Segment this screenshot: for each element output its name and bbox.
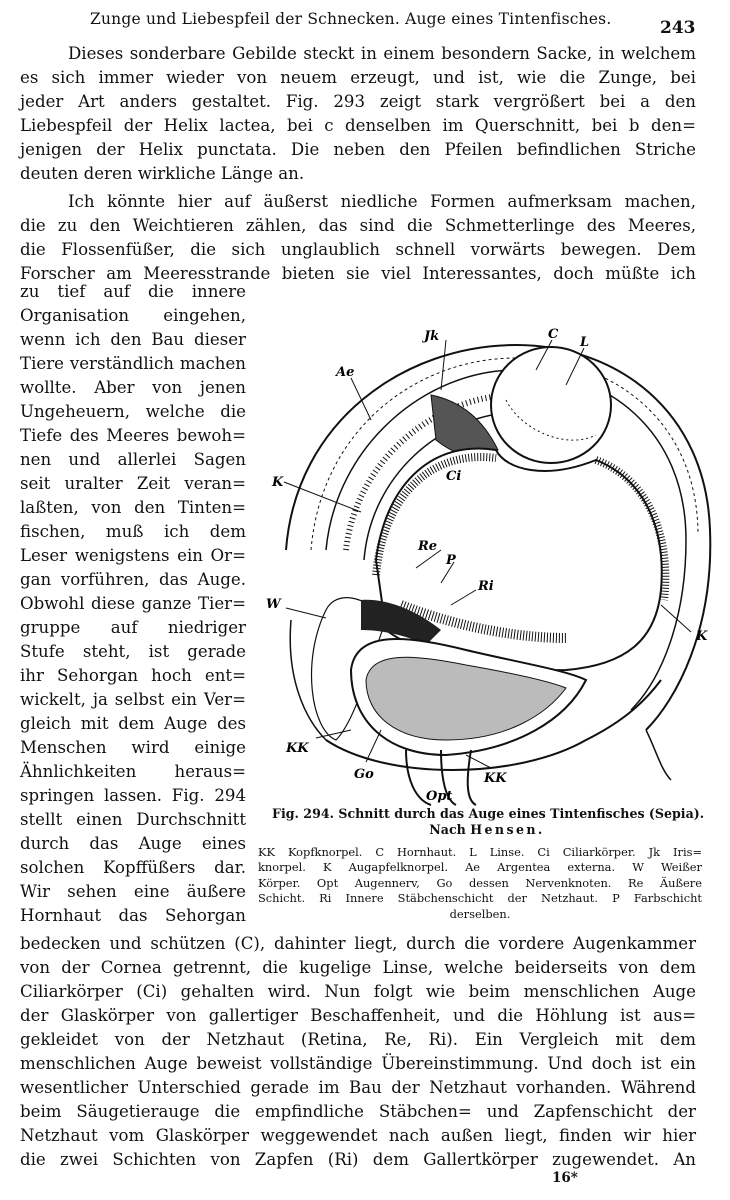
text-line: jenigen der Helix punctata. Die neben den Pfeilen befindlichen Striche [20,140,696,159]
text-line: gleich mit dem Auge des [20,714,246,733]
text-line: seit uralter Zeit veran= [20,474,246,493]
text-line: solchen Kopffüßers dar. [20,858,246,877]
label-kk-left: KK [286,741,309,756]
text-line: Liebespfeil der Helix lactea, bei c denselben im Querschnitt, bei b den= [20,116,696,135]
label-re: Re [418,539,438,554]
label-opt: Opt [426,789,453,804]
text-column [20,280,248,928]
label-w: W [266,597,281,612]
text-line: Netzhaut vom Glaskörper weggewendet nach außen liegt, finden wir hier [20,1126,696,1145]
text-line: gruppe auf niedriger [20,618,246,637]
text-line: es sich immer wieder von neuem erzeugt, und ist, wie die Zunge, bei [20,68,696,87]
label-k-left: K [272,475,284,490]
text-line: zu tief auf die innere [20,282,246,301]
text-line: deuten deren wirkliche Länge an. [20,164,305,183]
label-c: C [548,327,559,342]
caption-source-prefix: Nach [429,822,466,837]
text-line: Ähnlichkeiten heraus= [20,762,246,781]
caption-title: Schnitt durch das Auge eines Tintenfisches (Sepia). [338,806,705,821]
label-p: P [446,553,456,568]
text-line: springen lassen. Fig. 294 [20,786,246,805]
label-jk: Jk [424,329,440,344]
caption-author: Hensen. [470,822,545,837]
text-line: beim Säugetierauge die empfindliche Stäbchen= und Zapfenschicht der [20,1102,696,1121]
text-line: Ich könnte hier auf äußerst niedliche Formen aufmerksam machen, [68,192,696,211]
text-line: Obwohl diese ganze Tier= [20,594,246,613]
text-line: Stufe steht, ist gerade [20,642,246,661]
label-ci: Ci [446,469,462,484]
text-line: bedecken und schützen (C), dahinter liegt, durch die vordere Augenkammer [20,934,696,953]
label-l: L [580,335,590,350]
text-line: Ciliarkörper (Ci) gehalten wird. Nun folgt wie beim menschlichen Auge [20,982,696,1001]
text-line: wesentlicher Unterschied gerade im Bau der Netzhaut vorhanden. Während [20,1078,696,1097]
caption-fig-number: Fig. 294. [272,806,334,821]
legend-line: knorpel. K Augapfelknorpel. Ae Argentea externa. W Weißer [258,860,702,875]
text-line: menschlichen Auge beweist vollständige Übereinstimmung. Und doch ist ein [20,1054,696,1073]
label-go: Go [354,767,374,782]
running-head: Zunge und Liebespfeil der Schnecken. Auge eines Tintenfisches. [90,10,612,28]
page-number: 243 [660,18,696,38]
text-line: die zwei Schichten von Zapfen (Ri) dem Gallertkörper zugewendet. An [20,1150,696,1169]
text-line: nen und allerlei Sagen [20,450,246,469]
sepia-eye-illustration [266,300,722,810]
legend-line: KK Kopfknorpel. C Hornhaut. L Linse. Ci Ciliarkörper. Jk Iris= [258,845,702,859]
text-line: der Glaskörper von gallertiger Beschaffenheit, und die Höhlung ist aus= [20,1006,696,1025]
text-line: Leser wenigstens ein Or= [20,546,246,565]
text-line: durch das Auge eines [20,834,246,853]
text-line: die Flossenfüßer, die sich unglaublich schnell vorwärts bewegen. Dem [20,240,696,259]
figure-legend [258,845,702,922]
text-line: Forscher am Meeresstrande bieten sie viel Interessantes, doch müßte ich [20,264,696,283]
text-line: Tiefe des Meeres bewoh= [20,426,246,445]
text-line: von der Cornea getrennt, die kugelige Linse, welche beiderseits von dem [20,958,696,977]
label-kk-right: KK [484,771,507,786]
text-line: gekleidet von der Netzhaut (Retina, Re, Ri). Ein Vergleich mit dem [20,1030,696,1049]
text-line: laßten, von den Tinten= [20,498,246,517]
figure-caption [272,806,705,838]
sheet-signature: 16* [552,1170,578,1186]
text-line: stellt einen Durchschnitt [20,810,246,829]
text-line: Ungeheuern, welche die [20,402,246,421]
text-line: jeder Art anders gestaltet. Fig. 293 zeigt stark vergrößert bei a den [20,92,696,111]
text-line: Wir sehen eine äußere [20,882,246,901]
text-line: Menschen wird einige [20,738,246,757]
legend-line: Körper. Opt Augennerv, Go dessen Nervenknoten. Re Äußere [258,875,702,890]
text-line: Hornhaut das Sehorgan [20,906,246,925]
text-line: wickelt, ja selbst ein Ver= [20,690,246,709]
text-line: fischen, muß ich dem [20,522,246,541]
legend-line: Schicht. Ri Innere Stäbchenschicht der Netzhaut. P Farbschicht [258,891,702,906]
text-line: Tiere verständlich machen [20,354,246,373]
text-line: gan vorführen, das Auge. [20,570,246,589]
text-line: Dieses sonderbare Gebilde steckt in einem besondern Sacke, in welchem [68,44,696,63]
label-ae: Ae [336,365,355,380]
text-line: Organisation eingehen, [20,306,246,325]
text-line: die zu den Weichtieren zählen, das sind die Schmetterlinge des Meeres, [20,216,696,235]
legend-line: derselben. [449,906,511,921]
text-line: wenn ich den Bau dieser [20,330,246,349]
label-k-right: K [696,629,708,644]
text-line: ihr Sehorgan hoch ent= [20,666,246,685]
label-ri: Ri [478,579,494,594]
text-line: wollte. Aber von jenen [20,378,246,397]
